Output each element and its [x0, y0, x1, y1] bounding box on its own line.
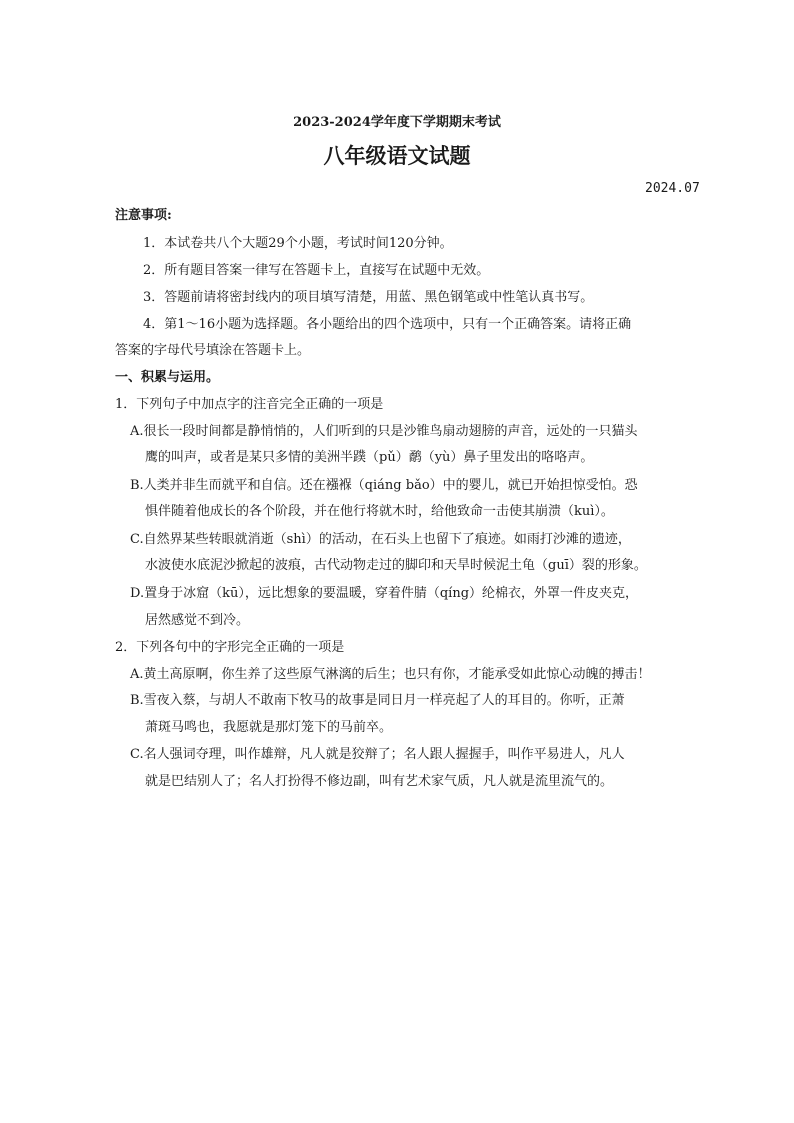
- option-c-continuation: 水波使水底泥沙掀起的波痕，古代动物走过的脚印和天旱时候泥土龟（guī）裂的形象。: [145, 558, 647, 573]
- subject-title: 八年级语文试题: [323, 143, 471, 168]
- option-b-continuation: 惧伴随着他成长的各个阶段，并在他行将就木时，给他致命一击使其崩溃（kuì）。: [145, 504, 614, 519]
- exam-name: 2023-2024学年度下学期期末考试: [293, 115, 501, 130]
- exam-date: 2024.07: [645, 181, 700, 196]
- notice-item: 1．本试卷共八个大题29个小题，考试时间120分钟。: [143, 236, 453, 251]
- option-a: A.黄土高原啊，你生养了这些原气淋漓的后生；也只有你，才能承受如此惊心动魄的搏击！: [130, 667, 651, 682]
- question-stem: 2．下列各句中的字形完全正确的一项是: [115, 640, 345, 655]
- option-d: D.置身于冰窟（kū），远比想象的要温暖，穿着件腈（qíng）纶棉衣，外罩一件皮夹克，: [130, 586, 639, 601]
- notice-title: 注意事项:: [115, 208, 172, 223]
- section-title: 一、积累与运用。: [115, 370, 220, 385]
- option-a-continuation: 鹰的叫声，或者是某只多情的美洲半蹼（pǔ）鹬（yù）鼻子里发出的咯咯声。: [145, 450, 594, 465]
- option-b: B.人类并非生而就平和自信。还在襁褓（qiáng bǎo）中的婴儿，就已开始担惊受怕。恐: [130, 478, 638, 493]
- option-b: B.雪夜入蔡，与胡人不敢南下牧马的故事是同日月一样亮起了人的耳目的。你听，正萧: [130, 693, 625, 708]
- option-a: A.很长一段时间都是静悄悄的，人们听到的只是沙锥鸟扇动翅膀的声音，远处的一只猫头: [130, 424, 638, 439]
- notice-item: 4．第1～16小题为选择题。各小题给出的四个选项中，只有一个正确答案。请将正确: [143, 317, 632, 332]
- notice-item-continuation: 答案的字母代号填涂在答题卡上。: [115, 343, 311, 358]
- option-d-continuation: 居然感觉不到冷。: [145, 613, 250, 628]
- option-c: C.名人强词夺理，叫作雄辩，凡人就是狡辩了；名人跟人握握手，叫作平易进人，凡人: [130, 747, 625, 762]
- notice-item: 2．所有题目答案一律写在答题卡上，直接写在试题中无效。: [143, 263, 490, 278]
- option-c: C.自然界某些转眼就消逝（shì）的活动，在石头上也留下了痕迹。如雨打沙滩的遗迹，: [130, 532, 631, 547]
- option-b-continuation: 萧斑马鸣也，我愿就是那灯笼下的马前卒。: [145, 720, 393, 735]
- question-stem: 1．下列句子中加点字的注音完全正确的一项是: [115, 397, 384, 412]
- option-c-continuation: 就是巴结别人了；名人打扮得不修边副，叫有艺术家气质，凡人就是流里流气的。: [145, 774, 614, 789]
- notice-item: 3．答题前请将密封线内的项目填写清楚，用蓝、黑色钢笔或中性笔认真书写。: [143, 290, 594, 305]
